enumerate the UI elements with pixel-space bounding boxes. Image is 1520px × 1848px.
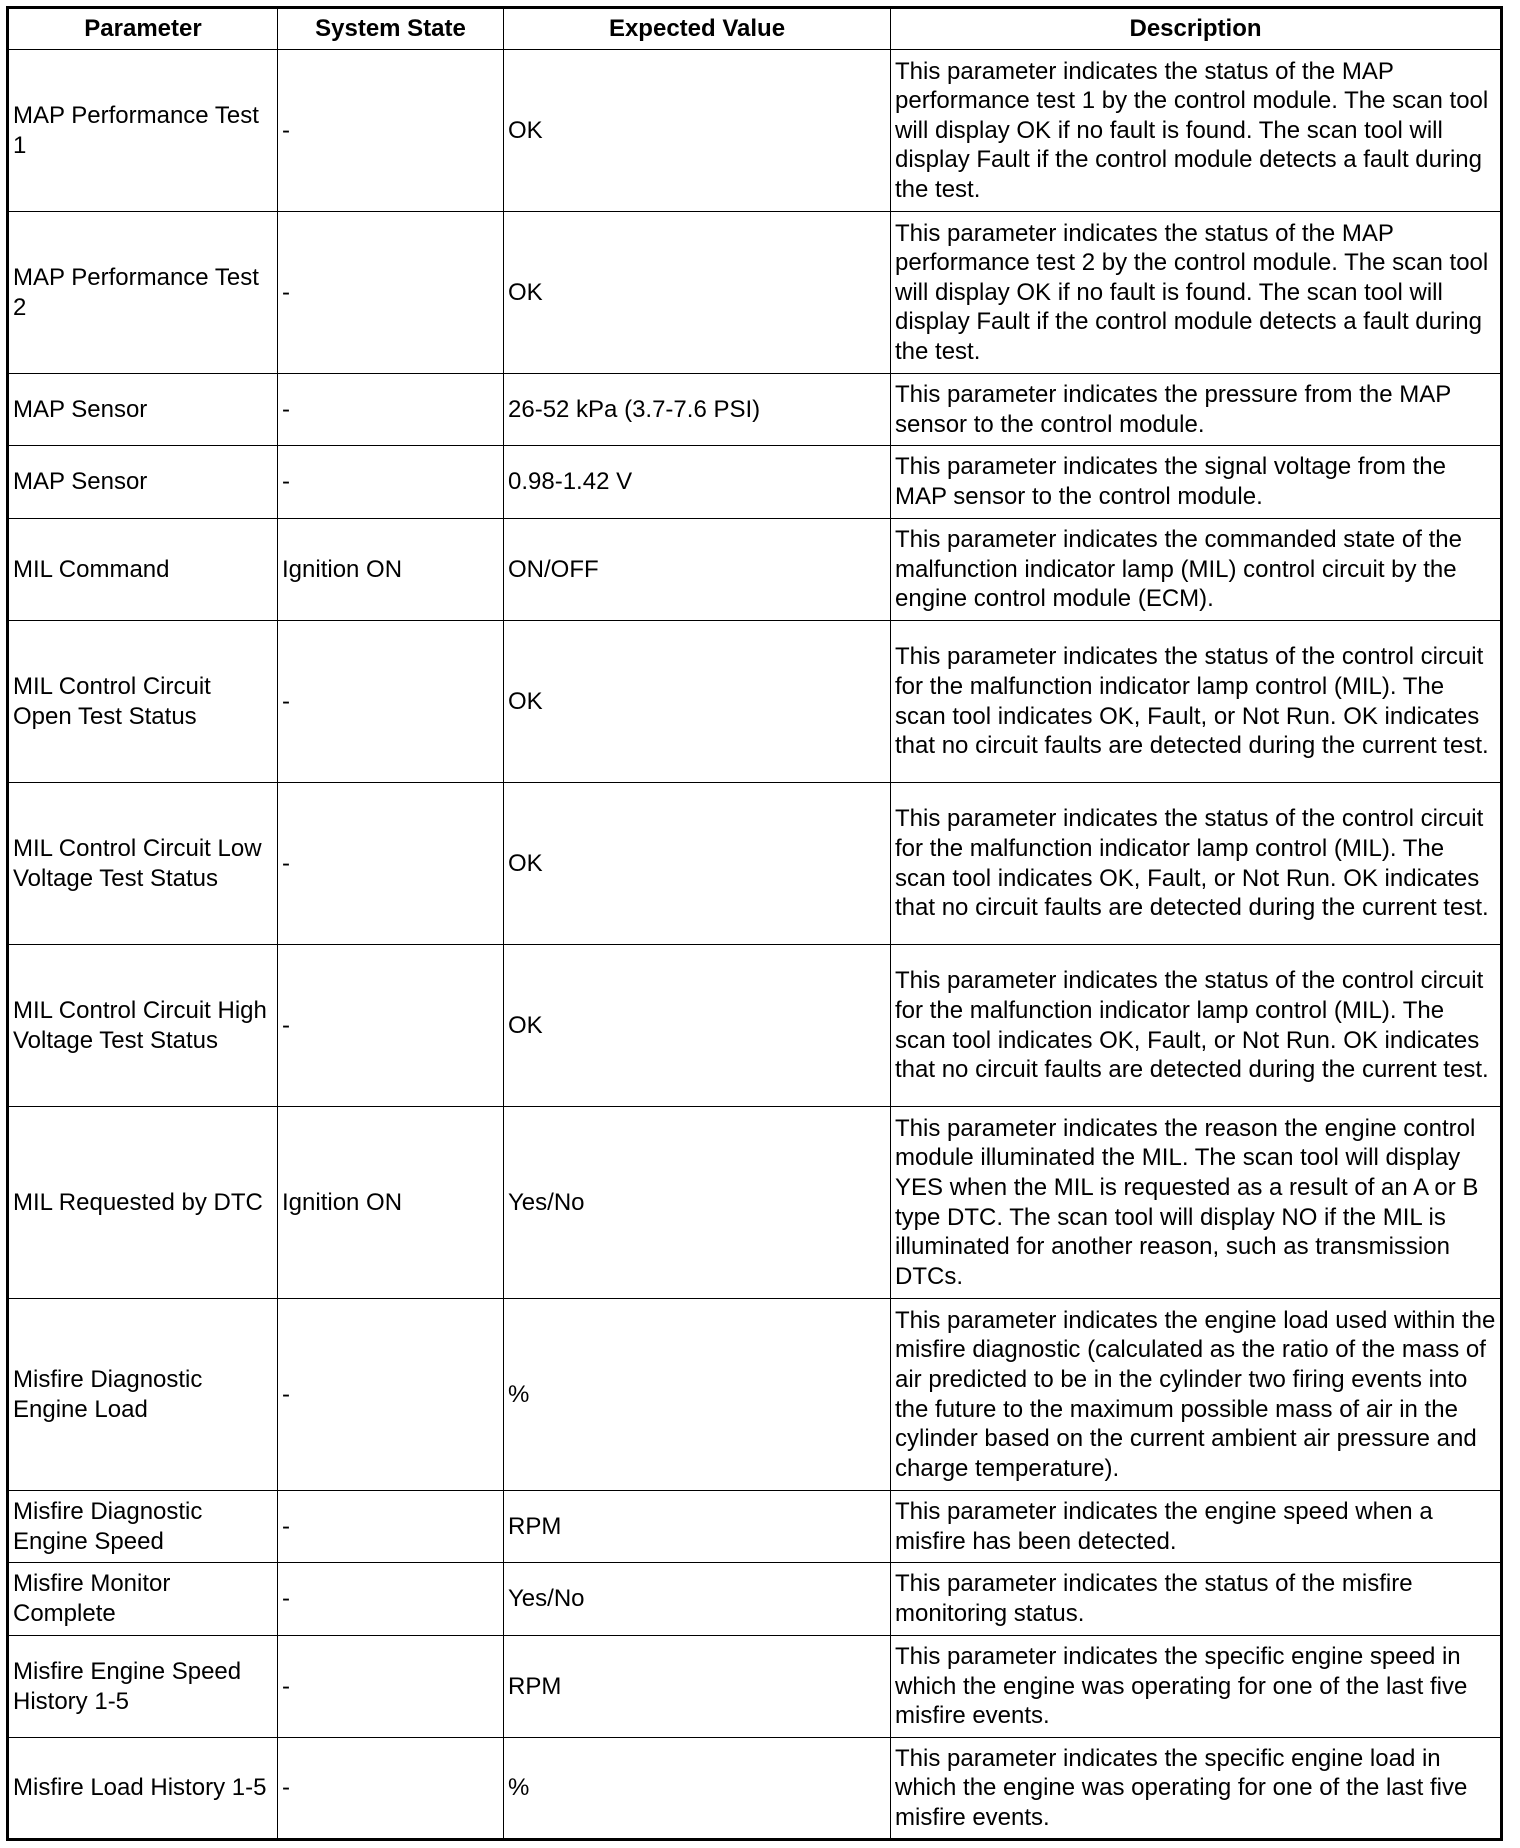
parameter-cell: Misfire Diagnostic Engine Load [8, 1299, 278, 1491]
description-cell: This parameter indicates the engine speed when a misfire has been detected. [891, 1491, 1502, 1563]
parameter-cell: MAP Sensor [8, 374, 278, 446]
table-row [8, 519, 1502, 621]
system-state-cell: - [278, 212, 504, 374]
description-cell: This parameter indicates the status of the MAP performance test 1 by the control module. The scan tool will display OK if no fault is found. The scan tool will display Fault if the control module detects a fault during the test. [891, 50, 1502, 212]
table-row [8, 1491, 1502, 1563]
description-cell: This parameter indicates the specific engine load in which the engine was operating for one of the last five misfire events. [891, 1738, 1502, 1840]
description-cell: This parameter indicates the specific engine speed in which the engine was operating for one of the last five misfire events. [891, 1636, 1502, 1738]
parameter-cell: MIL Control Circuit Low Voltage Test Status [8, 783, 278, 945]
table-row [8, 1636, 1502, 1738]
description-cell: This parameter indicates the pressure from the MAP sensor to the control module. [891, 374, 1502, 446]
system-state-cell: - [278, 1491, 504, 1563]
parameter-cell: Misfire Engine Speed History 1-5 [8, 1636, 278, 1738]
description-cell: This parameter indicates the status of the MAP performance test 2 by the control module. The scan tool will display OK if no fault is found. The scan tool will display Fault if the control module detects a fault during the test. [891, 212, 1502, 374]
system-state-cell: Ignition ON [278, 519, 504, 621]
table-row [8, 783, 1502, 945]
description-cell: This parameter indicates the status of the control circuit for the malfunction indicator lamp control (MIL). The scan tool indicates OK, Fault, or Not Run. OK indicates that no circuit faults are detected during the current test. [891, 621, 1502, 783]
expected-value-cell: 0.98-1.42 V [504, 446, 891, 519]
column-header-description: Description [891, 8, 1502, 50]
parameter-cell: MIL Requested by DTC [8, 1107, 278, 1299]
expected-value-cell: OK [504, 50, 891, 212]
parameter-cell: MIL Command [8, 519, 278, 621]
table-row [8, 1107, 1502, 1299]
parameter-cell: MIL Control Circuit High Voltage Test Status [8, 945, 278, 1107]
expected-value-cell: OK [504, 783, 891, 945]
parameter-table [6, 6, 1503, 1841]
description-cell: This parameter indicates the status of the control circuit for the malfunction indicator lamp control (MIL). The scan tool indicates OK, Fault, or Not Run. OK indicates that no circuit faults are detected during the current test. [891, 783, 1502, 945]
description-cell: This parameter indicates the engine load used within the misfire diagnostic (calculated as the ratio of the mass of air predicted to be in the cylinder two firing events into the future to the maximum possible mass of air in the cylinder based on the current ambient air pressure and charge temperature). [891, 1299, 1502, 1491]
column-header-system-state: System State [278, 8, 504, 50]
expected-value-cell: RPM [504, 1636, 891, 1738]
parameter-cell: MAP Performance Test 1 [8, 50, 278, 212]
expected-value-cell: OK [504, 945, 891, 1107]
column-header-parameter: Parameter [8, 8, 278, 50]
table-row [8, 621, 1502, 783]
system-state-cell: - [278, 621, 504, 783]
table-row [8, 945, 1502, 1107]
table-row [8, 1563, 1502, 1636]
system-state-cell: - [278, 1636, 504, 1738]
description-cell: This parameter indicates the commanded state of the malfunction indicator lamp (MIL) control circuit by the engine control module (ECM). [891, 519, 1502, 621]
parameter-cell: Misfire Monitor Complete [8, 1563, 278, 1636]
description-cell: This parameter indicates the signal voltage from the MAP sensor to the control module. [891, 446, 1502, 519]
expected-value-cell: Yes/No [504, 1563, 891, 1636]
table-row [8, 1299, 1502, 1491]
system-state-cell: - [278, 446, 504, 519]
system-state-cell: - [278, 50, 504, 212]
system-state-cell: - [278, 1738, 504, 1840]
expected-value-cell: 26-52 kPa (3.7-7.6 PSI) [504, 374, 891, 446]
system-state-cell: - [278, 1563, 504, 1636]
description-cell: This parameter indicates the reason the engine control module illuminated the MIL. The scan tool will display YES when the MIL is requested as a result of an A or B type DTC. The scan tool will display NO if the MIL is illuminated for another reason, such as transmission DTCs. [891, 1107, 1502, 1299]
table-row [8, 50, 1502, 212]
description-cell: This parameter indicates the status of the misfire monitoring status. [891, 1563, 1502, 1636]
expected-value-cell: % [504, 1299, 891, 1491]
parameter-cell: MIL Control Circuit Open Test Status [8, 621, 278, 783]
parameter-cell: Misfire Diagnostic Engine Speed [8, 1491, 278, 1563]
system-state-cell: - [278, 783, 504, 945]
parameter-cell: MAP Performance Test 2 [8, 212, 278, 374]
column-header-expected-value: Expected Value [504, 8, 891, 50]
expected-value-cell: RPM [504, 1491, 891, 1563]
system-state-cell: - [278, 374, 504, 446]
expected-value-cell: Yes/No [504, 1107, 891, 1299]
parameter-cell: MAP Sensor [8, 446, 278, 519]
expected-value-cell: ON/OFF [504, 519, 891, 621]
expected-value-cell: OK [504, 212, 891, 374]
table-row [8, 212, 1502, 374]
expected-value-cell: % [504, 1738, 891, 1840]
parameter-cell: Misfire Load History 1-5 [8, 1738, 278, 1840]
description-cell: This parameter indicates the status of the control circuit for the malfunction indicator lamp control (MIL). The scan tool indicates OK, Fault, or Not Run. OK indicates that no circuit faults are detected during the current test. [891, 945, 1502, 1107]
header-row [8, 8, 1502, 50]
system-state-cell: - [278, 945, 504, 1107]
expected-value-cell: OK [504, 621, 891, 783]
table-row [8, 1738, 1502, 1840]
table-row [8, 446, 1502, 519]
system-state-cell: Ignition ON [278, 1107, 504, 1299]
table-row [8, 374, 1502, 446]
system-state-cell: - [278, 1299, 504, 1491]
